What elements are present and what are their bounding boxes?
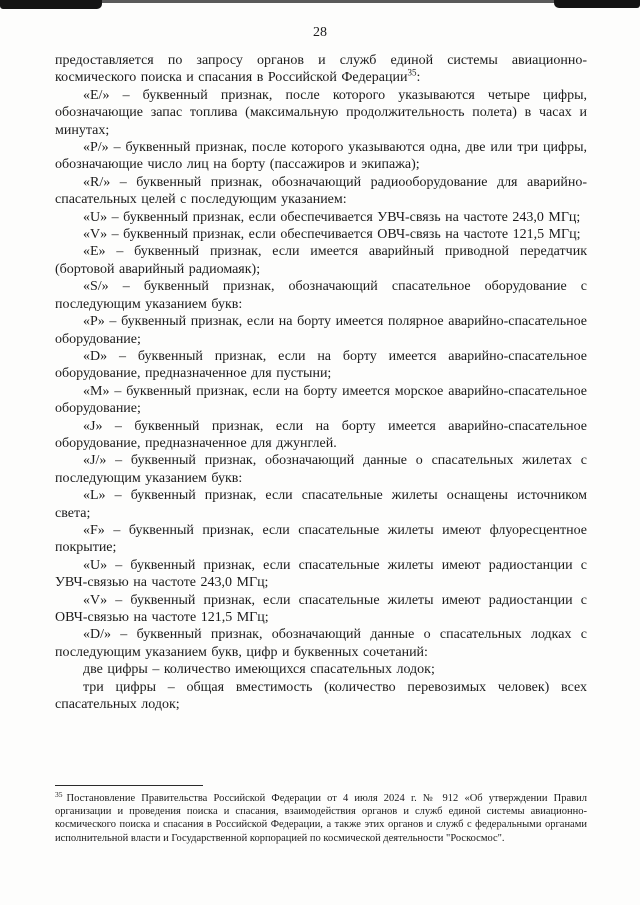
paragraph: «R/» – буквенный признак, обозначающий радиооборудование для аварийно-спасательных целей с последующим указанием: [55, 174, 587, 208]
paragraph: «E» – буквенный признак, если имеется аварийный приводной передатчик (бортовой аварийный радиомаяк); [55, 244, 587, 277]
paragraph: «V» – буквенный признак, если обеспечивается ОВЧ-связь на частоте 121,5 МГц; [83, 227, 581, 243]
paragraph: три цифры – общая вместимость (количество перевозимых человек) всех спасательных лодок; [55, 679, 587, 713]
scan-corner-artifact-left [0, 0, 102, 9]
paragraph: «V» – буквенный признак, если спасательные жилеты имеют радиостанции с ОВЧ-связью на частоте 121,5 МГц; [55, 592, 587, 625]
paragraph-intro [55, 52, 587, 87]
paragraph: «J» – буквенный признак, если на борту имеется аварийно-спасательное оборудование, предназначенное для джунглей. [55, 418, 587, 451]
paragraph: «L» – буквенный признак, если спасательные жилеты оснащены источником света; [55, 488, 587, 521]
scan-corner-artifact-right [554, 0, 640, 8]
footnote-separator [55, 785, 203, 786]
paragraph: две цифры – количество имеющихся спасательных лодок; [83, 662, 435, 678]
footnote-reference: 35 [407, 67, 417, 78]
paragraph: «F» – буквенный признак, если спасательные жилеты имеют флуоресцентное покрытие; [55, 522, 587, 556]
paragraph: «E/» – буквенный признак, после которого указываются четыре цифры, обозначающие запас топлива (максимальную продолжительность полета) в часах и минутах; [55, 87, 587, 138]
paragraph: «S/» – буквенный признак, обозначающий спасательное оборудование с последующим указанием букв: [55, 279, 587, 312]
paragraph: «P/» – буквенный признак, после которого указываются одна, две или три цифры, обозначающие число лиц на борту (пассажиров и экипажа); [55, 140, 587, 173]
document-body [0, 41, 640, 713]
footnote-text: Постановление Правительства Российской Федерации от 4 июля 2024 г. № 912 «Об утверждении Правил организации и проведения поиска и спасания, взаимодействия органов и служб единой системы авиационно-космического поиска и спасания в Российской Федерации, а также этих органов и служб с федеральными органами исполнительной власти и Государственной корпорацией по космической деятельности "Роскосмос". [55, 793, 587, 844]
footnote-marker: 35 [55, 789, 63, 799]
footnote [55, 789, 587, 845]
paragraph: «J/» – буквенный признак, обозначающий данные о спасательных жилетах с последующим указанием букв: [55, 453, 587, 486]
intro-text: предоставляется по запросу органов и служб единой системы авиационно-космического поиска и спасания в Российской Федерации [55, 53, 587, 86]
page-number: 28 [313, 25, 327, 40]
paragraph: «M» – буквенный признак, если на борту имеется морское аварийно-спасательное оборудование; [55, 383, 587, 417]
paragraph: «D» – буквенный признак, если на борту имеется аварийно-спасательное оборудование, предназначенное для пустыни; [55, 348, 587, 382]
paragraph: «P» – буквенный признак, если на борту имеется полярное аварийно-спасательное оборудование; [55, 314, 587, 347]
paragraph: «U» – буквенный признак, если обеспечивается УВЧ-связь на частоте 243,0 МГц; [83, 209, 581, 225]
intro-tail: : [416, 70, 421, 86]
paragraph: «U» – буквенный признак, если спасательные жилеты имеют радиостанции с УВЧ-связью на частоте 243,0 МГц; [55, 557, 587, 591]
paragraph: «D/» – буквенный признак, обозначающий данные о спасательных лодках с последующим указанием букв, цифр и буквенных сочетаний: [55, 627, 587, 660]
footnote-section [55, 785, 587, 845]
